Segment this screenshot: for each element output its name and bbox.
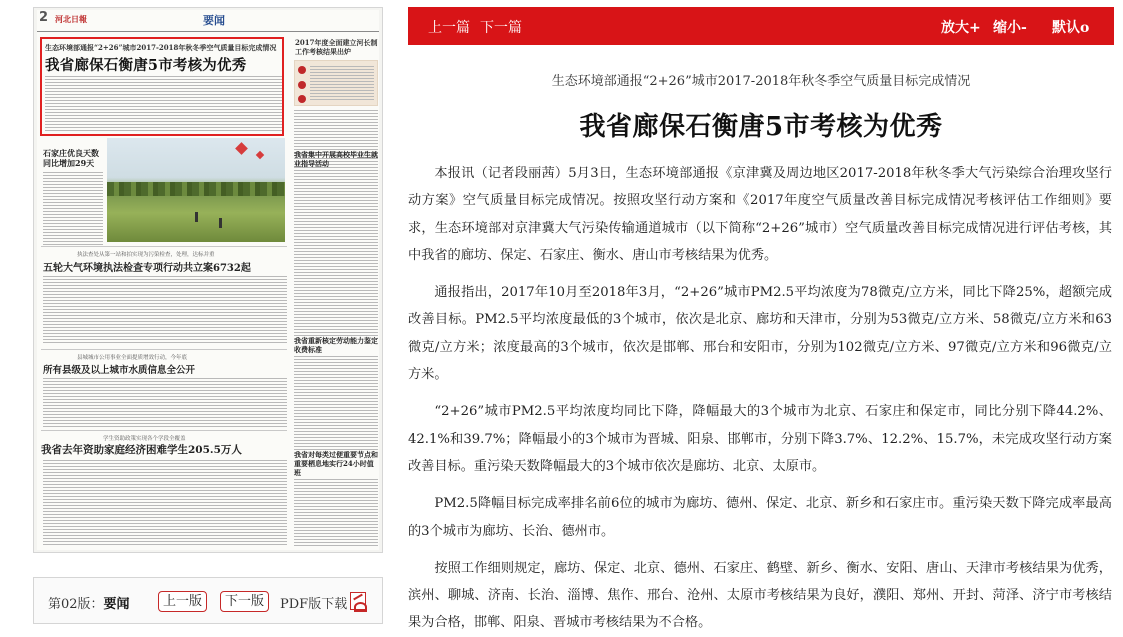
story2-text: [43, 172, 103, 248]
newspaper-page: [37, 10, 379, 550]
story6-title[interactable]: 所有县级及以上城市水质信息全公开: [43, 365, 196, 376]
article-paragraph: “2+26”城市PM2.5平均浓度均同比下降，降幅最大的3个城市为北京、石家庄和保定市，同比分别下降44.2%、42.1%和39.7%；降幅最小的3个城市为晋城、阳泉、邯郸市，分别下降3.7%、12.2%、15.7%，未完成攻坚行动方案改善目标。重污染天数降幅最大的3个城市依次是廊坊、北京、太原市。: [408, 404, 1112, 474]
article-paragraph: 按照工作细则规定，廊坊、保定、北京、德州、石家庄、鹤壁、新乡、衡水、安阳、唐山、天津市考核结果为优秀，滨州、聊城、济南、长治、淄博、焦作、邢台、沧州、太原市考核结果为良好，濮阳、郑州、开封、菏泽、济宁市考核结果为合格，邯郸、阳泉、晋城市考核结果为不合格。: [408, 560, 1112, 631]
right-column-text: [294, 110, 378, 550]
default-size-button[interactable]: 默认o: [1052, 20, 1090, 36]
zoom-in-button[interactable]: 放大+: [941, 20, 981, 36]
story3-title[interactable]: 我省集中开展高校毕业生就业指导活动: [294, 150, 378, 168]
story4-kicker: 执法查处从第一站和拍实现为污染检查，处理，达标并重: [77, 252, 215, 258]
page-section-name: 要闻: [203, 14, 225, 27]
selected-article-highlight[interactable]: [40, 37, 284, 136]
edition-name: 要闻: [103, 597, 130, 612]
pdf-icon[interactable]: [350, 592, 366, 610]
page-header: [37, 10, 379, 32]
story7-text: [43, 460, 287, 548]
story6-kicker: 县城城市公用事业全面提质增效行动，今年底: [77, 355, 188, 361]
story7-kicker: 学生资助政策实现各个学段全覆盖: [103, 436, 186, 442]
masthead-logo: 河北日報: [55, 14, 87, 24]
news-photo-kites: [107, 138, 285, 242]
article-title: 我省廊保石衡唐5市考核为优秀: [579, 112, 943, 142]
newspaper-page-thumbnail[interactable]: [33, 7, 383, 553]
article-paragraph: 通报指出，2017年10月至2018年3月，“2+26”城市PM2.5平均浓度为78微克/立方米，同比下降25%，超额完成改善目标。PM2.5平均浓度最低的3个城市，依次是北京、廊坊和天津市，分别为53微克/立方米、58微克/立方米和63微克/立方米；浓度最高的3个城市，依次是邯郸、邢台和安阳市，分别为102微克/立方米、97微克/立方米和96微克/立方米。: [408, 285, 1112, 383]
story8-title[interactable]: 我省对每类过便重要节点和重要栖息地实行24小时值班: [294, 450, 378, 477]
lead-story-title: 我省廊保石衡唐5市考核为优秀: [45, 57, 247, 74]
prev-article-link[interactable]: 上一篇: [428, 20, 470, 36]
article-body: [408, 160, 1112, 637]
article-kicker: 生态环境部通报“2+26”城市2017-2018年秋冬季空气质量目标完成情况: [551, 74, 971, 89]
page-number: 2: [39, 10, 49, 25]
story6-text: [43, 378, 287, 428]
story2-title[interactable]: 石家庄优良天数同比增加29天: [43, 148, 99, 168]
lead-story-kicker: 生态环境部通报“2+26”城市2017-2018年秋冬季空气质量目标完成情况: [45, 43, 277, 52]
side-story-title[interactable]: 2017年度全面建立河长制工作考核结果出炉: [295, 38, 378, 56]
next-article-link[interactable]: 下一篇: [480, 20, 522, 36]
zoom-out-button[interactable]: 缩小-: [993, 20, 1027, 36]
article-paragraph: 本报讯（记者段丽茜）5月3日，生态环境部通报《京津冀及周边地区2017-2018年秋冬季大气污染综合治理攻坚行动方案》空气质量目标完成情况。按照攻坚行动方案和《2017年度空气质量改善目标完成情况考核评估工作细则》要求，生态环境部对京津冀大气污染传输通道城市（以下简称“2+26”城市）空气质量改善目标完成情况进行评估考核，其中我省的廊坊、保定、石家庄、衡水、唐山市考核结果为优秀。: [408, 166, 1112, 263]
edition-prefix: 第02版：: [48, 597, 104, 612]
story7-title[interactable]: 我省去年资助家庭经济困难学生205.5万人: [41, 444, 242, 456]
story4-title[interactable]: 五轮大气环境执法检查专项行动共立案6732起: [43, 263, 251, 274]
story4-text: [43, 276, 287, 346]
next-page-button[interactable]: 下一版: [220, 591, 269, 612]
edition-label: [48, 593, 130, 612]
prev-page-button[interactable]: 上一版: [158, 591, 207, 612]
story5-title[interactable]: 我省重新核定劳动能力鉴定收费标准: [294, 336, 378, 354]
pdf-download-link[interactable]: PDF版下载: [280, 597, 348, 612]
page-navigation-bar: [33, 577, 383, 624]
article-paragraph: PM2.5降幅目标完成率排名前6位的城市为廊坊、德州、保定、北京、新乡和石家庄市。重污染天数下降完成率最高的3个城市为廊坊、长治、德州市。: [408, 496, 1112, 539]
side-story-box: [294, 60, 378, 106]
article-toolbar: [408, 7, 1114, 45]
